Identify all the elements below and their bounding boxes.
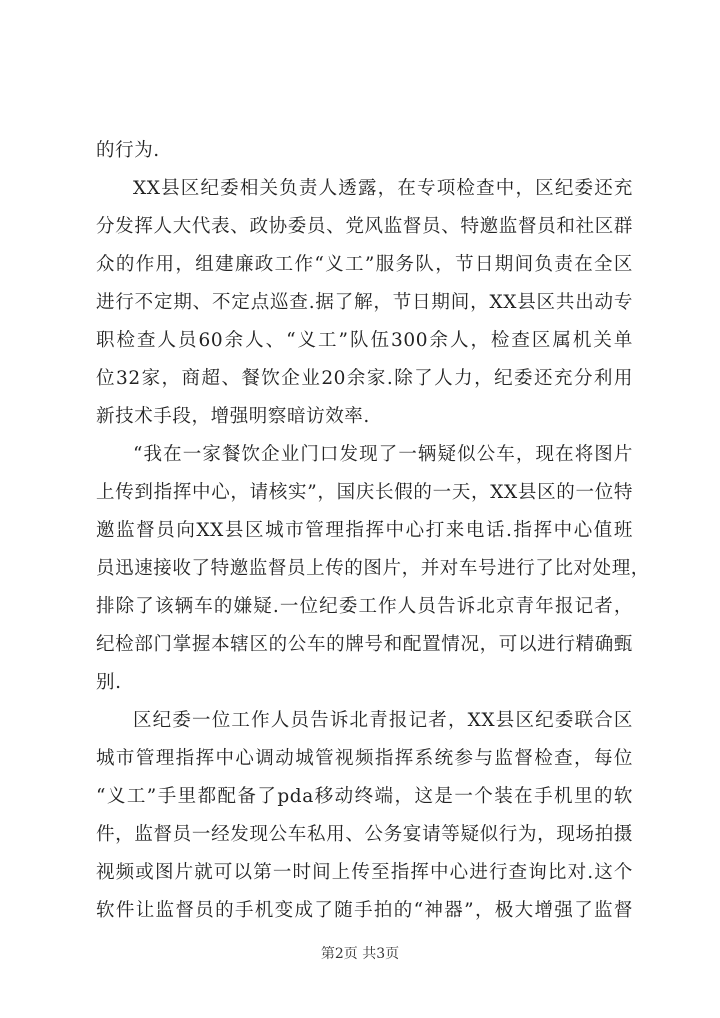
paragraph-line: 众的作用，组建廉政工作“义工”服务队，节日期间负责在全区 — [96, 254, 633, 275]
paragraph-line: 邀监督员向XX县区城市管理指挥中心打来电话.指挥中心值班 — [96, 520, 633, 541]
paragraph-line: 城市管理指挥中心调动城管视频指挥系统参与监督检查，每位 — [96, 748, 633, 769]
paragraph-line: 软件让监督员的手机变成了随手拍的“神器”，极大增强了监督 — [96, 900, 633, 921]
paragraph-line: 员迅速接收了特邀监督员上传的图片，并对车号进行了比对处理， — [96, 558, 650, 579]
paragraph-line: 进行不定期、不定点巡查.据了解，节日期间，XX县区共出动专 — [96, 292, 633, 313]
paragraph-line: “义工”手里都配备了pda移动终端，这是一个装在手机里的软 — [96, 786, 633, 807]
paragraph-line: 视频或图片就可以第一时间上传至指挥中心进行查询比对.这个 — [96, 862, 633, 883]
paragraph-line: 分发挥人大代表、政协委员、党风监督员、特邀监督员和社区群 — [96, 216, 633, 237]
document-body — [96, 132, 650, 930]
paragraph-line: 上传到指挥中心，请核实”，国庆长假的一天，XX县区的一位特 — [96, 482, 633, 503]
paragraph-line: 别. — [96, 672, 122, 693]
paragraph-line: 件，监督员一经发现公车私用、公务宴请等疑似行为，现场拍摄 — [96, 824, 633, 845]
paragraph-line: 纪检部门掌握本辖区的公车的牌号和配置情况，可以进行精确甄 — [96, 634, 633, 655]
paragraph-line: 排除了该辆车的嫌疑.一位纪委工作人员告诉北京青年报记者， — [96, 596, 633, 617]
paragraph-line: 区纪委一位工作人员告诉北青报记者，XX县区纪委联合区 — [133, 710, 633, 731]
paragraph-line: 位32家，商超、餐饮企业20余家.除了人力，纪委还充分利用 — [96, 368, 633, 389]
page-number-footer: 第2页 共3页 — [320, 946, 400, 962]
paragraph-line: 的行为. — [96, 140, 160, 161]
paragraph-line: 职检查人员60余人、“义工”队伍300余人，检查区属机关单 — [96, 330, 633, 351]
paragraph-line: 新技术手段，增强明察暗访效率. — [96, 406, 370, 427]
paragraph-line: XX县区纪委相关负责人透露，在专项检查中，区纪委还充 — [133, 178, 633, 199]
paragraph-line: “我在一家餐饮企业门口发现了一辆疑似公车，现在将图片 — [133, 444, 633, 465]
